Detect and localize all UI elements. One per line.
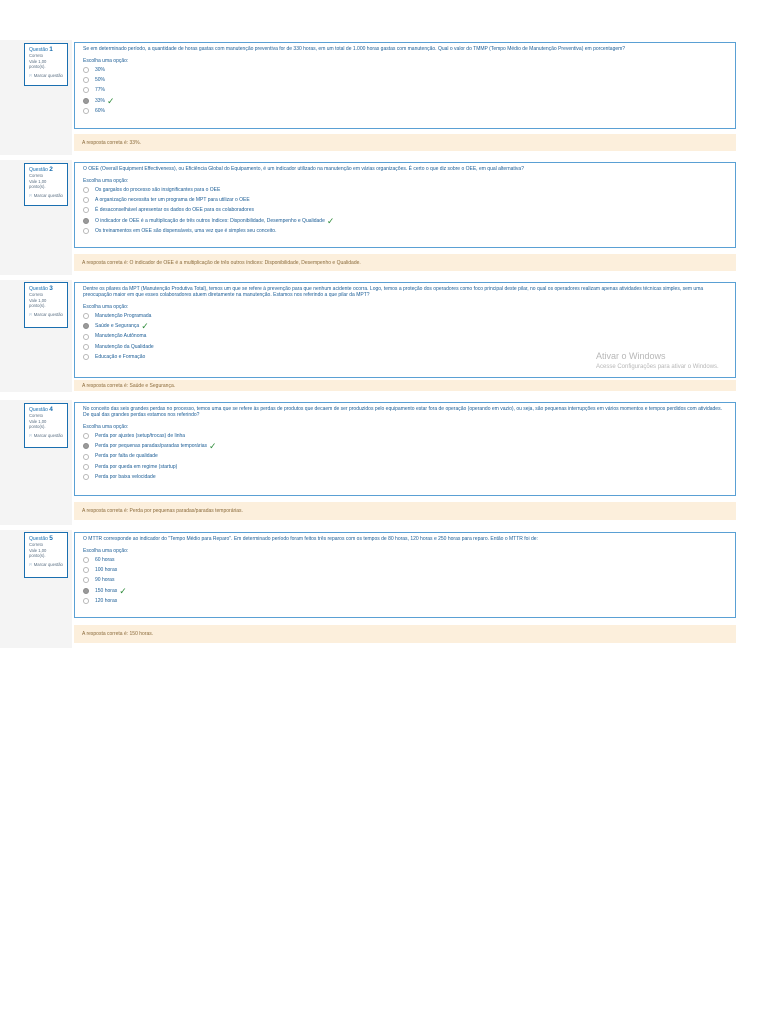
feedback-correct-answer: A resposta correta é: 150 horas. <box>74 625 736 643</box>
answer-option[interactable]: Perda por ajustes (setup/trocas) de linha <box>83 431 727 441</box>
answer-option[interactable]: Manutenção Autônoma <box>83 331 727 341</box>
answer-option-selected[interactable]: 33% ✓ <box>83 96 727 106</box>
feedback-correct-answer: A resposta correta é: Perda por pequenas paradas/paradas temporárias. <box>74 502 736 520</box>
question-text: No conceito das seis grandes perdas no processo, temos uma que se refere às perdas de produtos que decaem de ser produzidos pelo equipamento estar fora de operação (operando em vazio), ou seja, são pequenas interrupções em vários momentos e tempos perdidos com atividades. De qual das grandes perdas estamos nos referindo? <box>83 406 722 419</box>
choose-option-label: Escolha uma opção: <box>83 548 129 555</box>
radio-button[interactable] <box>83 464 89 470</box>
question-info-panel <box>24 163 68 206</box>
radio-button-selected[interactable] <box>83 98 89 104</box>
answer-option[interactable]: 100 horas <box>83 565 727 575</box>
radio-button[interactable] <box>83 334 89 340</box>
choose-option-label: Escolha uma opção: <box>83 424 129 431</box>
answer-option[interactable]: Educação e Formação <box>83 352 727 362</box>
question-content <box>74 532 736 618</box>
radio-button-selected[interactable] <box>83 218 89 224</box>
question-score: Vale 1,00 ponto(s). <box>29 547 47 559</box>
question-text: O MTTR corresponde ao indicador do "Tempo Médio para Reparo". Em determinado período foram feitos três reparos com os tempos de 80 horas, 120 horas e 250 horas para reparo. Então o MTTR foi de: <box>83 536 538 542</box>
question-number: Questão 1 <box>29 46 53 53</box>
answer-option-selected[interactable]: Perda por pequenas paradas/paradas temporárias ✓ <box>83 441 727 451</box>
check-icon: ✓ <box>209 441 217 452</box>
question-5-block <box>0 530 768 648</box>
answer-option[interactable]: É desaconselhável apresentar os dados do OEE para os colaboradores <box>83 205 727 215</box>
radio-button-selected[interactable] <box>83 588 89 594</box>
question-score: Vale 1,00 ponto(s). <box>29 418 47 430</box>
radio-button[interactable] <box>83 354 89 360</box>
question-info-panel <box>24 532 68 578</box>
flag-question-link[interactable]: ⚐ Marcar questão <box>29 193 64 198</box>
radio-button[interactable] <box>83 228 89 234</box>
answer-option[interactable]: 50% <box>83 75 727 85</box>
radio-button[interactable] <box>83 557 89 563</box>
question-score: Vale 1,00 ponto(s). <box>29 297 47 309</box>
radio-button[interactable] <box>83 197 89 203</box>
question-status: Correto <box>29 53 43 59</box>
question-score: Vale 1,00 ponto(s). <box>29 178 47 190</box>
answer-option[interactable]: 60 horas <box>83 554 727 564</box>
answer-option[interactable]: Perda por baixa velocidade <box>83 472 727 482</box>
check-icon: ✓ <box>107 95 115 106</box>
radio-button[interactable] <box>83 474 89 480</box>
question-text: Dentre os pilares da MPT (Manutenção Produtiva Total), temos um que se refere à prevenção para que nenhum acidente ocorra. Logo, temos a proteção dos operadores como foco principal deste pilar, no qual os operadores realizam apenas atividades técnicas simples, sem uma preocupação maior em que esses colaboradores atuem diretamente na manutenção. Estamos nos referindo a que pilar da MPT? <box>83 286 704 299</box>
answer-option[interactable]: 90 horas <box>83 575 727 585</box>
radio-button[interactable] <box>83 313 89 319</box>
question-info-panel <box>24 282 68 328</box>
choose-option-label: Escolha uma opção: <box>83 304 129 311</box>
answer-option[interactable]: Perda por queda em regime (startup) <box>83 462 727 472</box>
radio-button[interactable] <box>83 207 89 213</box>
question-2-block <box>0 160 768 275</box>
radio-button[interactable] <box>83 87 89 93</box>
radio-button[interactable] <box>83 567 89 573</box>
answer-option[interactable]: Os treinamentos em OEE são dispensáveis, uma vez que é simples seu conceito. <box>83 226 727 236</box>
question-number: Questão 5 <box>29 535 53 542</box>
answer-option[interactable]: 77% <box>83 85 727 95</box>
question-text: O OEE (Overall Equipment Effectiveness), ou Eficiência Global do Equipamento, é um indicador utilizado na manutenção em várias organizações. É certo o que diz sobre o OEE, em qual alternativa? <box>83 166 524 172</box>
feedback-correct-answer: A resposta correta é: 33%. <box>74 134 736 151</box>
question-1-block <box>0 40 768 155</box>
answer-option[interactable]: 120 horas <box>83 596 727 606</box>
question-number: Questão 2 <box>29 166 53 173</box>
radio-button[interactable] <box>83 344 89 350</box>
answer-option[interactable]: 60% <box>83 106 727 116</box>
choose-option-label: Escolha uma opção: <box>83 58 129 65</box>
radio-button[interactable] <box>83 67 89 73</box>
answer-option[interactable]: Perda por falta de qualidade <box>83 451 727 461</box>
question-number: Questão 3 <box>29 285 53 292</box>
question-status: Correto <box>29 173 43 179</box>
check-icon: ✓ <box>326 215 335 226</box>
radio-button-selected[interactable] <box>83 323 89 329</box>
question-number: Questão 4 <box>29 406 53 413</box>
question-score: Vale 1,00 ponto(s). <box>29 58 47 70</box>
answer-option-selected[interactable]: Saúde e Segurança ✓ <box>83 321 727 331</box>
radio-button[interactable] <box>83 433 89 439</box>
answer-option-selected[interactable]: 150 horas ✓ <box>83 586 727 596</box>
question-3-block <box>0 280 768 392</box>
radio-button[interactable] <box>83 108 89 114</box>
flag-question-link[interactable]: ⚐ Marcar questão <box>29 312 64 317</box>
radio-button[interactable] <box>83 577 89 583</box>
question-status: Correto <box>29 542 43 548</box>
question-info-panel <box>24 403 68 448</box>
radio-button[interactable] <box>83 598 89 604</box>
question-4-block <box>0 400 768 525</box>
windows-activation-subtitle: Acesse Configurações para ativar o Windows. <box>596 364 719 370</box>
answer-option[interactable]: Manutenção Programada <box>83 311 727 321</box>
question-content <box>74 42 736 129</box>
question-text: Se em determinado período, a quantidade de horas gastas com manutenção preventiva for de 330 horas, em um total de 1.000 horas gastas com manutenção. Qual o valor do TMMP (Tempo Médio de Manutenção Preventiva) em porcentagem? <box>83 46 626 52</box>
question-info-panel <box>24 43 68 86</box>
check-icon: ✓ <box>119 585 127 596</box>
radio-button[interactable] <box>83 77 89 83</box>
flag-question-link[interactable]: ⚐ Marcar questão <box>29 562 64 567</box>
choose-option-label: Escolha uma opção: <box>83 178 129 185</box>
answer-option[interactable]: 30% <box>83 64 727 74</box>
flag-question-link[interactable]: ⚐ Marcar questão <box>29 73 64 78</box>
radio-button-selected[interactable] <box>83 443 89 449</box>
windows-activation-title: Ativar o Windows <box>596 351 666 361</box>
question-status: Correto <box>29 413 43 419</box>
answer-option[interactable]: Manutenção da Qualidade <box>83 342 727 352</box>
radio-button[interactable] <box>83 187 89 193</box>
question-status: Correto <box>29 292 43 298</box>
feedback-correct-answer: A resposta correta é: O indicador de OEE é a multiplicação de três outros índices: Disponibilidade, Desempenho e Qualidade. <box>74 254 736 271</box>
answer-option[interactable]: Os gargalos do processo são insignificantes para o OEE <box>83 184 727 194</box>
answer-option[interactable]: A organização necessita ter um programa de MPT para utilizar o OEE <box>83 195 727 205</box>
question-content <box>74 162 736 248</box>
radio-button[interactable] <box>83 454 89 460</box>
check-icon: ✓ <box>141 321 149 332</box>
question-content <box>74 402 736 496</box>
feedback-correct-answer: A resposta correta é: Saúde e Segurança. <box>74 380 736 391</box>
flag-question-link[interactable]: ⚐ Marcar questão <box>29 433 64 438</box>
answer-option-selected[interactable]: O indicador de OEE é a multiplicação de três outros índices: Disponibilidade, Desempenho e Qualidade ✓ <box>83 216 727 226</box>
